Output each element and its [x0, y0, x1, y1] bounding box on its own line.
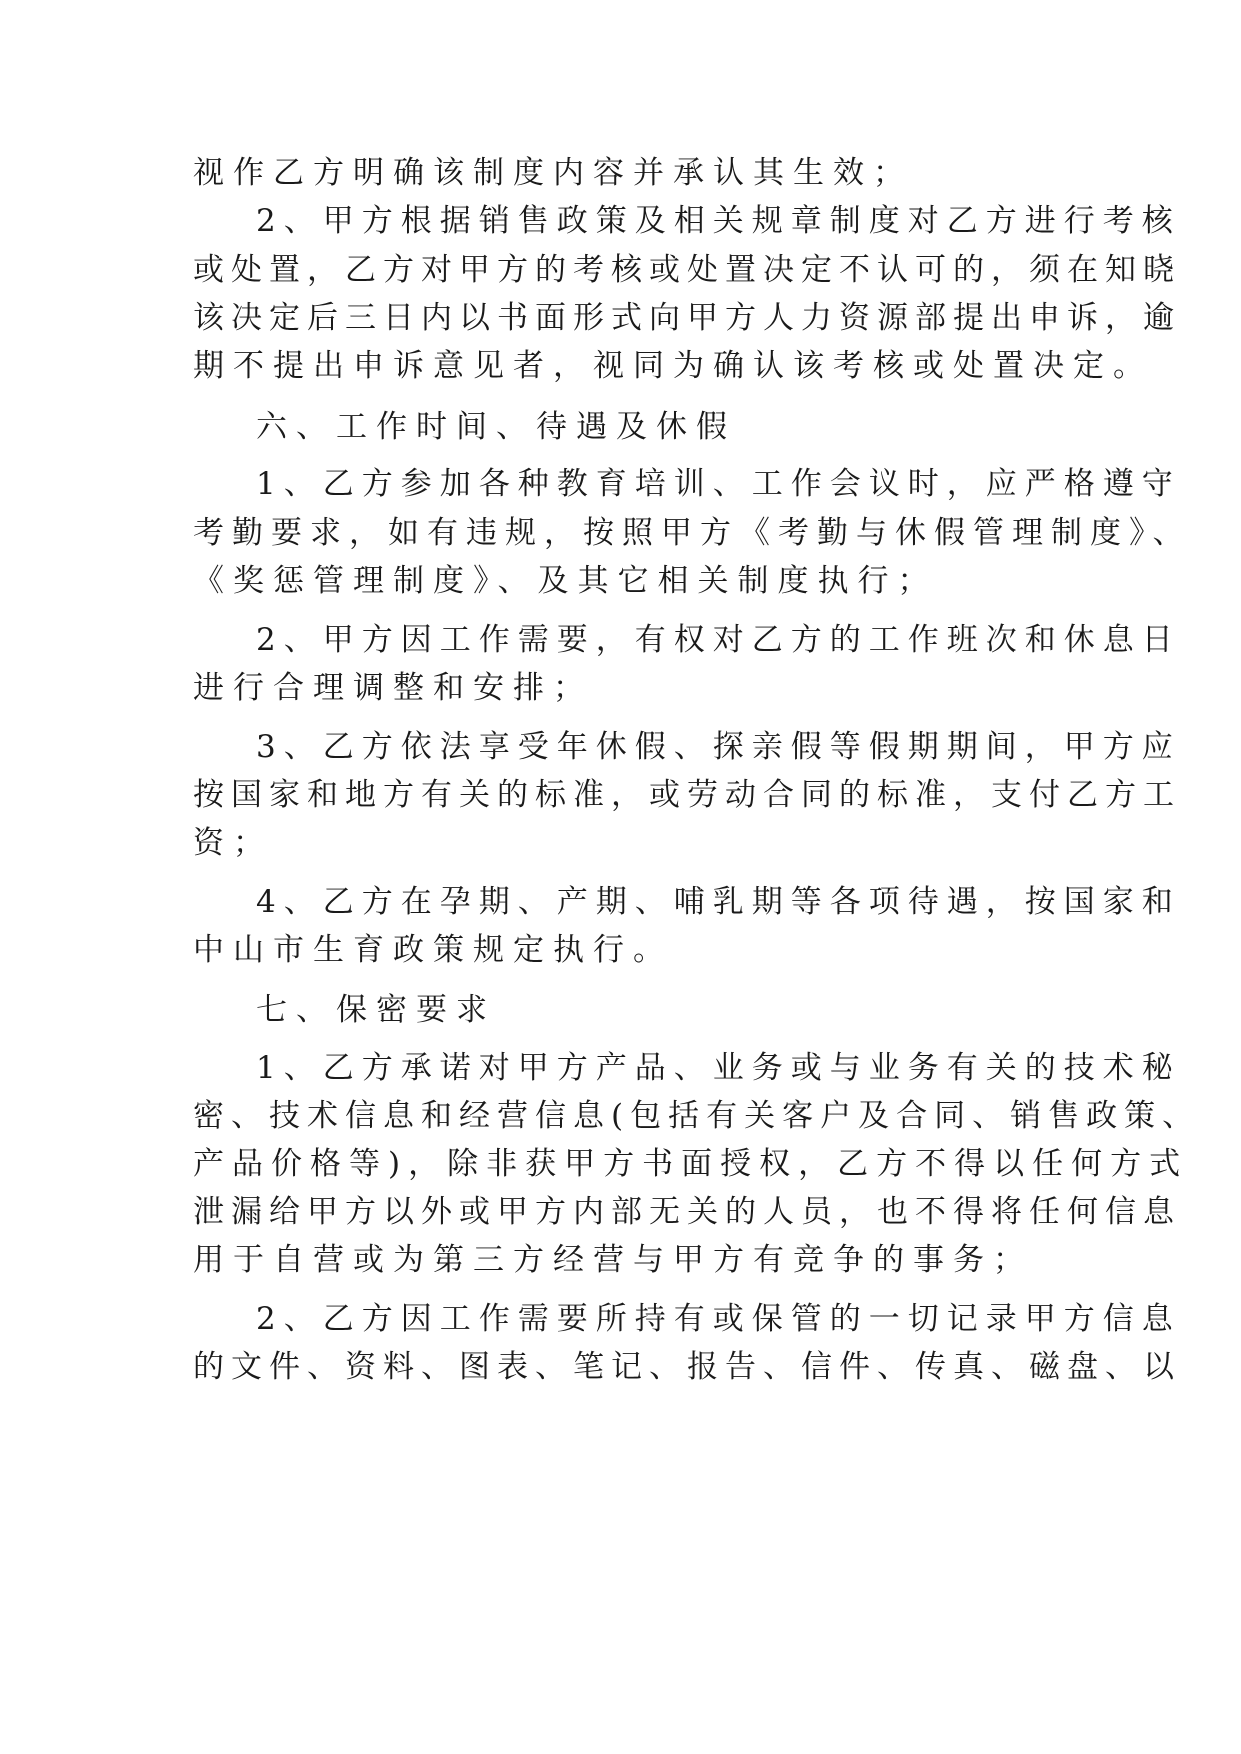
- text-line: 按国家和地方有关的标准，或劳动合同的标准，支付乙方工: [193, 777, 1181, 813]
- paragraph-line: 1、乙方承诺对甲方产品、业务或与业务有关的技术秘: [256, 1050, 1181, 1086]
- paragraph-line: 2、甲方根据销售政策及相关规章制度对乙方进行考核: [256, 203, 1181, 239]
- text-line: 考勤要求，如有违规，按照甲方《考勤与休假管理制度》、: [193, 515, 1192, 551]
- text-line: 中山市生育政策规定执行。: [193, 932, 673, 968]
- paragraph-line: 2、乙方因工作需要所持有或保管的一切记录甲方信息: [256, 1301, 1181, 1337]
- text-line: 《奖惩管理制度》、及其它相关制度执行；: [193, 563, 938, 599]
- text-line: 泄漏给甲方以外或甲方内部无关的人员，也不得将任何信息: [193, 1194, 1181, 1230]
- text-line: 进行合理调整和安排；: [193, 670, 593, 706]
- text-line: 或处置，乙方对甲方的考核或处置决定不认可的，须在知晓: [193, 252, 1181, 288]
- paragraph-line: 4、乙方在孕期、产期、哺乳期等各项待遇，按国家和: [256, 884, 1181, 920]
- text-line: 密、技术信息和经营信息(包括有关客户及合同、销售政策、: [193, 1098, 1201, 1134]
- paragraph-line: 1、乙方参加各种教育培训、工作会议时，应严格遵守: [256, 466, 1181, 502]
- text-line: 期不提出申诉意见者，视同为确认该考核或处置决定。: [193, 348, 1153, 384]
- paragraph-line: 2、甲方因工作需要，有权对乙方的工作班次和休息日: [256, 622, 1181, 658]
- text-line: 视作乙方明确该制度内容并承认其生效；: [193, 155, 913, 191]
- text-line: 用于自营或为第三方经营与甲方有竞争的事务；: [193, 1242, 1033, 1278]
- text-line: 资；: [193, 825, 273, 861]
- text-line: 的文件、资料、图表、笔记、报告、信件、传真、磁盘、以: [193, 1349, 1181, 1385]
- section-heading: 六、工作时间、待遇及休假: [256, 409, 736, 445]
- text-line: 该决定后三日内以书面形式向甲方人力资源部提出申诉，逾: [193, 300, 1181, 336]
- text-line: 产品价格等)，除非获甲方书面授权，乙方不得以任何方式: [193, 1146, 1189, 1182]
- section-heading: 七、保密要求: [256, 992, 496, 1028]
- paragraph-line: 3、乙方依法享受年休假、探亲假等假期期间，甲方应: [256, 729, 1181, 765]
